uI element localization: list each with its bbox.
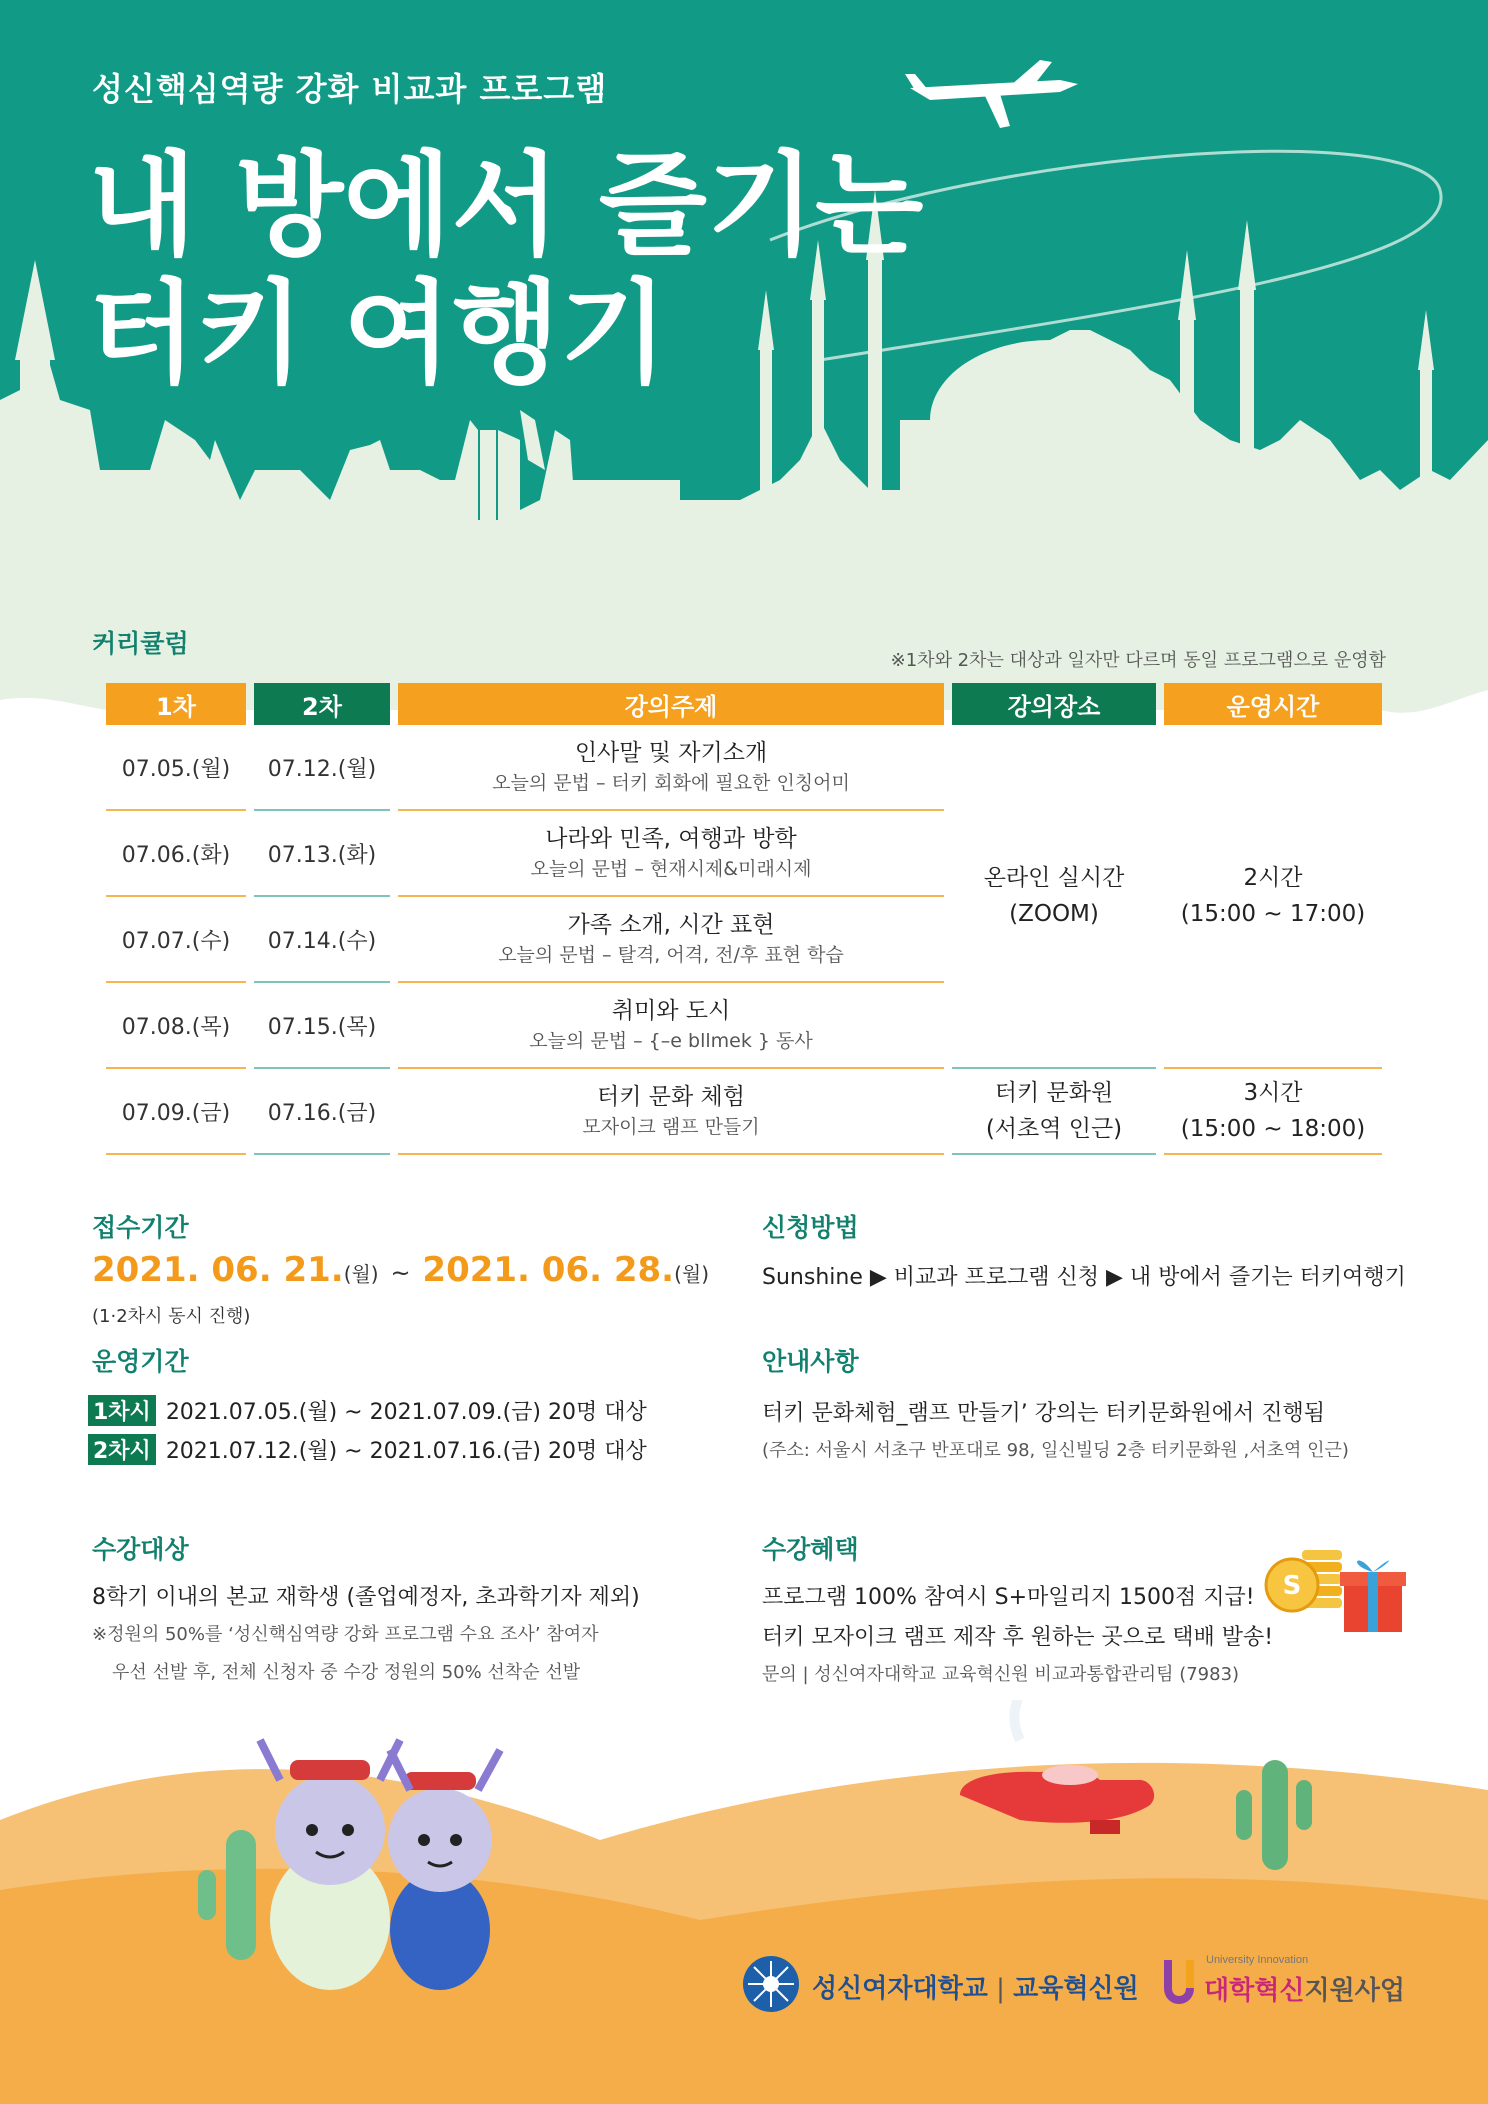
reception-end: 2021. 06. 28. (422, 1250, 675, 1290)
curriculum-table (98, 683, 1390, 1155)
header-topic: 강의주제 (398, 683, 944, 725)
topic-detail: 오늘의 문법 – 탈격, 어격, 전/후 표현 학습 (498, 944, 844, 966)
place-online-line2: (ZOOM) (1009, 901, 1099, 927)
date-1st: 07.07.(수) (106, 897, 246, 983)
operation-label: 운영기간 (92, 1347, 189, 1376)
place-offline-line1: 터키 문화원 (994, 1080, 1114, 1106)
topic-title: 가족 소개, 시간 표현 (567, 912, 775, 938)
coins-gift-illustration (1262, 1540, 1412, 1640)
reception-label: 접수기간 (92, 1213, 189, 1242)
topic-title: 취미와 도시 (611, 998, 731, 1024)
time-offline-line2: (15:00 ~ 18:00) (1180, 1116, 1366, 1142)
topic-detail: 오늘의 문법 – 터키 회화에 필요한 인칭어미 (492, 772, 850, 794)
date-2nd: 07.12.(월) (254, 725, 390, 811)
date-2nd: 07.15.(목) (254, 983, 390, 1069)
topic-detail: 오늘의 문법 – {–e bllmek } 동사 (529, 1030, 813, 1052)
header-session-1: 1차 (106, 683, 246, 725)
date-2nd: 07.14.(수) (254, 897, 390, 983)
topic-cell (398, 1069, 944, 1155)
header-time: 운영시간 (1164, 683, 1382, 725)
reception-tilde: ~ (390, 1259, 411, 1287)
project-logo-text (1204, 1970, 1405, 2007)
operation-row-2 (88, 1434, 647, 1465)
project-small-text: University Innovation (1206, 1954, 1309, 1966)
poster-title (88, 142, 923, 398)
target-note-2: 우선 선발 후, 전체 신청자 중 수강 정원의 50% 선착순 선발 (112, 1662, 581, 1683)
reception-start-day: (월) (343, 1262, 379, 1286)
operation-text-1: 2021.07.05.(월) ~ 2021.07.09.(금) 20명 대상 (165, 1400, 647, 1425)
topic-detail: 모자이크 램프 만들기 (582, 1116, 760, 1138)
date-1st: 07.09.(금) (106, 1069, 246, 1155)
time-offline-line1: 3시간 (1243, 1080, 1303, 1106)
program-subtitle: 성신핵심역량 강화 비교과 프로그램 (92, 70, 608, 108)
curriculum-label: 커리큘럼 (92, 629, 189, 658)
place-offline (952, 1069, 1156, 1155)
benefit-line-1: 프로그램 100% 참여시 S+마일리지 1500점 지급! (762, 1585, 1255, 1610)
project-name-a: 대학혁신 (1204, 1976, 1305, 2006)
date-1st: 07.06.(화) (106, 811, 246, 897)
coin-letter: S (1282, 1571, 1302, 1601)
reception-period (92, 1250, 709, 1290)
guide-address: (주소: 서울시 서초구 반포대로 98, 일신빌딩 2층 터키문화원 ,서초역 인근) (762, 1440, 1349, 1461)
time-online (1164, 725, 1382, 1069)
target-note-1: ※정원의 50%를 ‘성신핵심역량 강화 프로그램 수요 조사’ 참여자 (92, 1624, 599, 1645)
topic-title: 인사말 및 자기소개 (574, 740, 768, 766)
place-offline-line2: (서초역 인근) (985, 1116, 1123, 1142)
place-online (952, 725, 1156, 1069)
reception-end-day: (월) (674, 1262, 710, 1286)
project-name-b: 지원사업 (1304, 1976, 1405, 2006)
date-1st: 07.05.(월) (106, 725, 246, 811)
title-line-2: 터키 여행기 (88, 269, 668, 399)
time-online-line2: (15:00 ~ 17:00) (1180, 901, 1366, 927)
table-row (106, 725, 1382, 811)
topic-cell (398, 725, 944, 811)
gift-box-icon (1340, 1560, 1406, 1632)
airplane-icon (905, 60, 1078, 128)
innovation-project-logo-icon (1162, 1954, 1196, 2010)
topic-title: 나라와 민족, 여행과 방학 (545, 826, 797, 852)
target-text: 8학기 이내의 본교 재학생 (졸업예정자, 초과학기자 제외) (92, 1585, 640, 1610)
session-tag-1: 1차시 (88, 1395, 156, 1426)
topic-detail: 오늘의 문법 – 현재시제&미래시제 (530, 858, 812, 880)
header-place: 강의장소 (952, 683, 1156, 725)
guide-label: 안내사항 (762, 1347, 859, 1376)
curriculum-note: ※1차와 2차는 대상과 일자만 다르며 동일 프로그램으로 운영함 (890, 650, 1386, 671)
university-emblem-icon (742, 1955, 800, 2013)
title-line-1: 내 방에서 즐기는 (88, 141, 924, 271)
session-tag-2: 2차시 (88, 1434, 156, 1465)
reception-start: 2021. 06. 21. (92, 1250, 344, 1290)
university-logo-text: 성신여자대학교 | 교육혁신원 (812, 1974, 1139, 2004)
time-online-line1: 2시간 (1243, 865, 1303, 891)
contact-info: 문의 | 성신여자대학교 교육혁신원 비교과통합관리팀 (7983) (762, 1664, 1240, 1685)
table-row (106, 1069, 1382, 1155)
header-session-2: 2차 (254, 683, 390, 725)
topic-cell (398, 983, 944, 1069)
desert-illustration (0, 1700, 1488, 2104)
topic-cell (398, 811, 944, 897)
table-header-row (106, 683, 1382, 725)
institute-name: 교육혁신원 (1013, 1974, 1139, 2004)
date-2nd: 07.16.(금) (254, 1069, 390, 1155)
university-name: 성신여자대학교 (812, 1974, 988, 2004)
coin-stack-icon (1266, 1550, 1342, 1611)
place-online-line1: 온라인 실시간 (983, 865, 1125, 891)
target-label: 수강대상 (92, 1535, 189, 1564)
topic-title: 터키 문화 체험 (597, 1084, 745, 1110)
benefit-label: 수강혜택 (762, 1535, 859, 1564)
benefit-line-2: 터키 모자이크 램프 제작 후 원하는 곳으로 택배 발송! (762, 1625, 1274, 1650)
reception-note: (1·2차시 동시 진행) (92, 1306, 251, 1327)
apply-label: 신청방법 (762, 1213, 859, 1242)
date-1st: 07.08.(목) (106, 983, 246, 1069)
topic-cell (398, 897, 944, 983)
time-offline (1164, 1069, 1382, 1155)
guide-text: 터키 문화체험_램프 만들기’ 강의는 터키문화원에서 진행됨 (762, 1401, 1326, 1426)
apply-text: Sunshine ▶ 비교과 프로그램 신청 ▶ 내 방에서 즐기는 터키여행기 (762, 1265, 1406, 1290)
operation-text-2: 2021.07.12.(월) ~ 2021.07.16.(금) 20명 대상 (165, 1439, 647, 1464)
operation-row-1 (88, 1395, 647, 1426)
date-2nd: 07.13.(화) (254, 811, 390, 897)
